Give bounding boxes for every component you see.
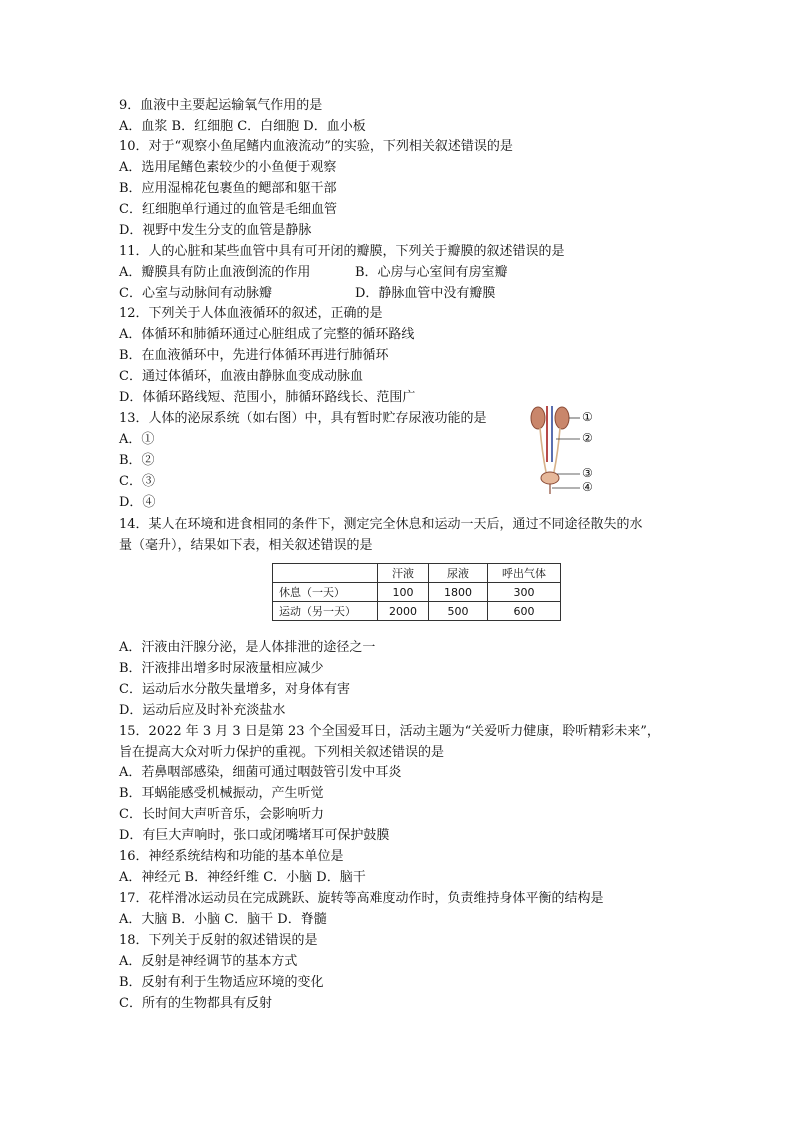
text-line: A．大脑 B．小脑 C．脑干 D．脊髓 (119, 912, 327, 927)
text-line: A．体循环和肺循环通过心脏组成了完整的循环路线 (119, 327, 415, 342)
table-cell: 1800 (429, 583, 488, 602)
text-line: B．应用湿棉花包裹鱼的鳃部和躯干部 (119, 181, 337, 196)
text-line: 17．花样滑冰运动员在完成跳跃、旋转等高难度动作时，负责维持身体平衡的结构是 (119, 891, 604, 906)
text-line: 15．2022 年 3 月 3 日是第 23 个全国爱耳日，活动主题为“关爱听力健康，聆听精彩未来”， (119, 724, 660, 739)
figure-label-3: ③ (582, 466, 593, 480)
text-line: C．红细胞单行通过的血管是毛细血管 (119, 202, 337, 217)
table-cell: 600 (488, 602, 561, 621)
figure-label-1: ① (582, 410, 593, 424)
text-line: 旨在提高大众对听力保护的重视。下列相关叙述错误的是 (119, 745, 445, 760)
table-header-cell (273, 564, 378, 583)
table-header-cell: 尿液 (429, 564, 488, 583)
text-line: C．③ (119, 474, 155, 489)
text-line: C．长时间大声听音乐，会影响听力 (119, 807, 324, 822)
text-line: B．② (119, 453, 155, 468)
table-row-header: 休息（一天） (273, 583, 378, 602)
text-line: A．① (119, 432, 155, 447)
table-cell: 300 (488, 583, 561, 602)
figure-label-4: ④ (582, 480, 593, 494)
text-line: A．选用尾鳍色素较少的小鱼便于观察 (119, 160, 337, 175)
text-line: D．视野中发生分支的血管是静脉 (119, 223, 312, 238)
table-header-cell: 汗液 (378, 564, 429, 583)
table-cell: 500 (429, 602, 488, 621)
text-line: 9．血液中主要起运输氧气作用的是 (119, 98, 323, 113)
text-line: 10．对于“观察小鱼尾鳍内血液流动”的实验，下列相关叙述错误的是 (119, 139, 513, 154)
q11-option-a: A．瓣膜具有防止血液倒流的作用 (119, 265, 311, 280)
text-line: 16．神经系统结构和功能的基本单位是 (119, 849, 344, 864)
text-line: D．有巨大声响时，张口或闭嘴堵耳可保护鼓膜 (119, 828, 390, 843)
text-line: 12．下列关于人体血液循环的叙述，正确的是 (119, 306, 383, 321)
table-header-cell: 呼出气体 (488, 564, 561, 583)
table-row-header: 运动（另一天） (273, 602, 378, 621)
water-loss-table (272, 563, 561, 621)
text-line: A．神经元 B．神经纤维 C．小脑 D．脑干 (119, 870, 366, 885)
text-line: B．耳蜗能感受机械振动，产生听觉 (119, 786, 324, 801)
text-line: A．血浆 B．红细胞 C．白细胞 D．血小板 (119, 119, 366, 134)
text-line: A．若鼻咽部感染，细菌可通过咽鼓管引发中耳炎 (119, 765, 402, 780)
text-line: 量（毫升），结果如下表，相关叙述错误的是 (119, 538, 373, 553)
q11-option-d: D．静脉血管中没有瓣膜 (355, 286, 496, 301)
q11-option-b: B．心房与心室间有房室瓣 (355, 265, 508, 280)
text-line: 18．下列关于反射的叙述错误的是 (119, 933, 318, 948)
table-row (273, 602, 561, 621)
text-line: 13．人体的泌尿系统（如右图）中，具有暂时贮存尿液功能的是 (119, 411, 487, 426)
text-line: D．体循环路线短、范围小，肺循环路线长、范围广 (119, 390, 416, 405)
text-line: D．④ (119, 495, 156, 510)
table-cell: 2000 (378, 602, 429, 621)
q11-option-c: C．心室与动脉间有动脉瓣 (119, 286, 272, 301)
text-line: B．在血液循环中，先进行体循环再进行肺循环 (119, 348, 389, 363)
text-line: B．汗液排出增多时尿液量相应减少 (119, 661, 324, 676)
table-row (273, 583, 561, 602)
text-line: 14．某人在环境和进食相同的条件下，测定完全休息和运动一天后，通过不同途径散失的水 (119, 517, 643, 532)
text-line: C．运动后水分散失量增多，对身体有害 (119, 682, 350, 697)
text-line: C．通过体循环，血液由静脉血变成动脉血 (119, 369, 363, 384)
table-cell: 100 (378, 583, 429, 602)
table-header-row (273, 564, 561, 583)
text-line: C．所有的生物都具有反射 (119, 996, 272, 1011)
text-line: A．汗液由汗腺分泌，是人体排泄的途径之一 (119, 640, 376, 655)
figure-label-2: ② (582, 431, 593, 445)
text-line: D．运动后应及时补充淡盐水 (119, 703, 286, 718)
text-line: B．反射有利于生物适应环境的变化 (119, 975, 324, 990)
text-line: 11．人的心脏和某些血管中具有可开闭的瓣膜，下列关于瓣膜的叙述错误的是 (119, 244, 565, 259)
text-line: A．反射是神经调节的基本方式 (119, 954, 298, 969)
